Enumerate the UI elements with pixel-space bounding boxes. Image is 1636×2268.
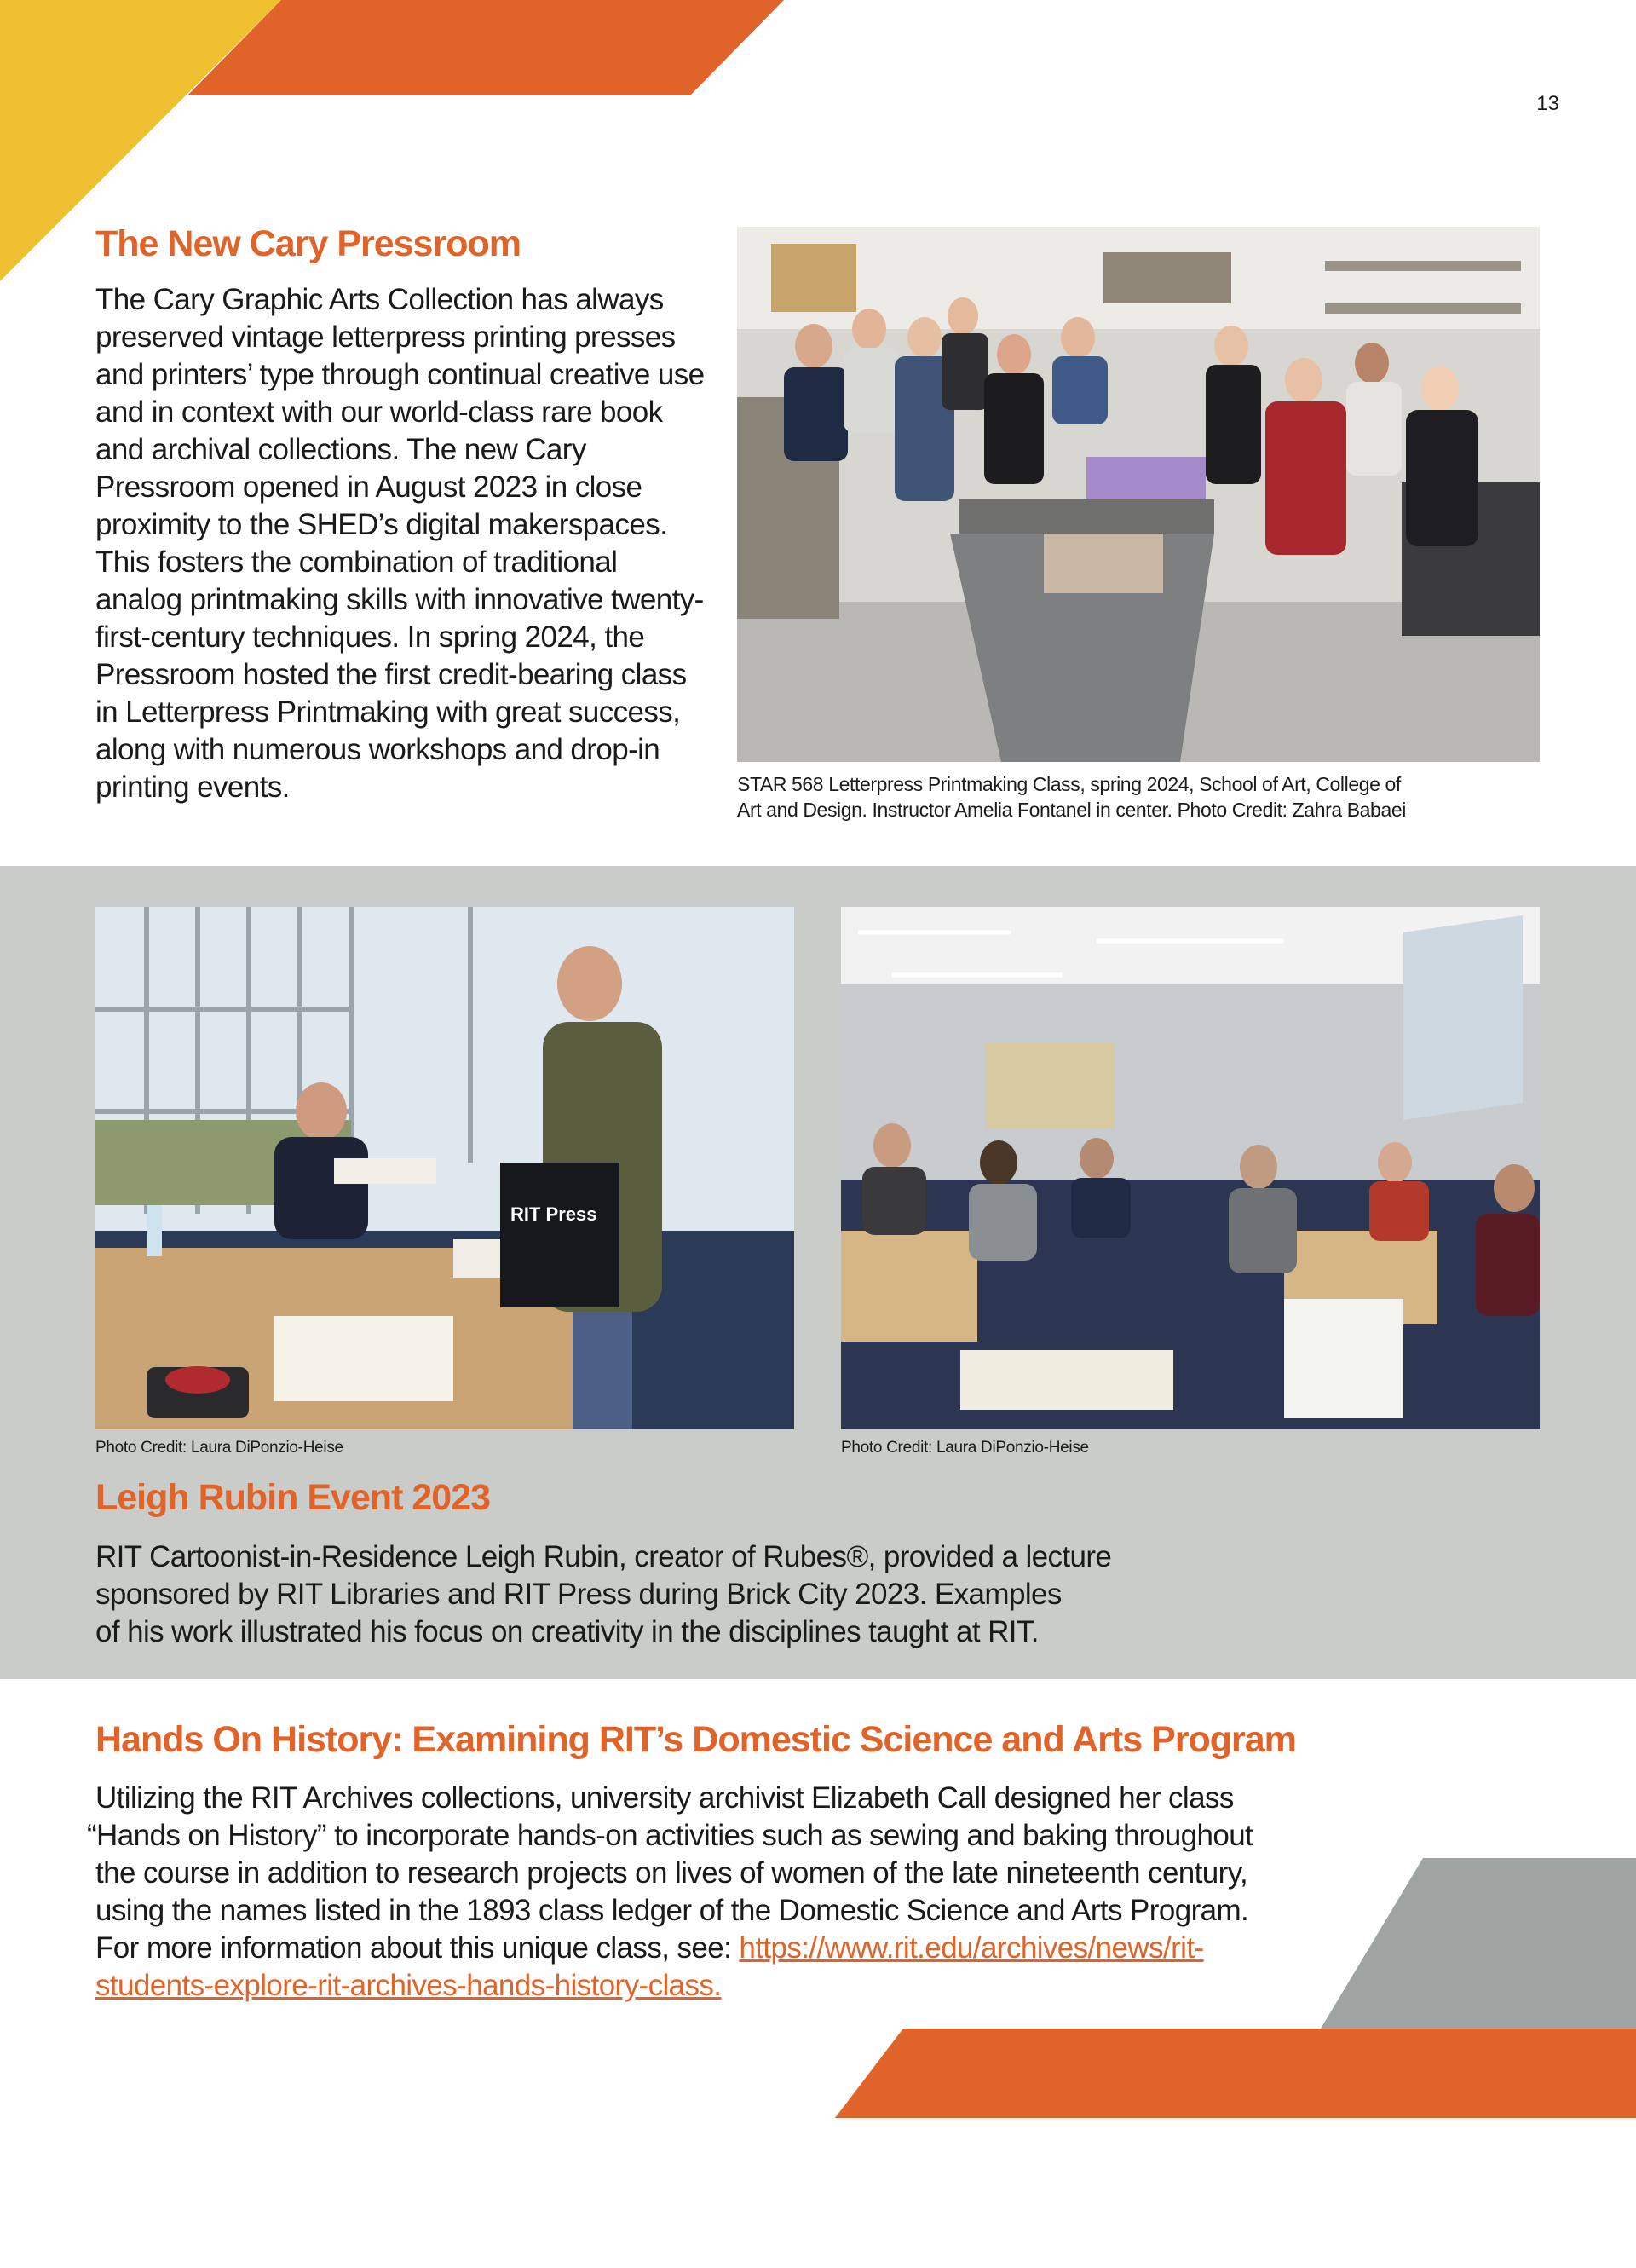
history-line1: Utilizing the RIT Archives collections, university archivist Elizabeth Call designed her class [95, 1781, 1234, 1815]
history-article-link-part2[interactable]: students-explore-rit-archives-hands-history-class. [95, 1969, 722, 2002]
rubin-body [95, 1538, 1203, 1651]
bag-text: RIT Press [510, 1203, 597, 1225]
history-line4: using the names listed in the 1893 class ledger of the Domestic Science and Arts Program. [95, 1894, 1249, 1927]
history-line2: “Hands on History” to incorporate hands-on activities such as sewing and baking throughout [87, 1819, 1253, 1852]
history-line3: the course in addition to research projects on lives of women of the late nineteenth century, [95, 1856, 1248, 1890]
orange-band [187, 0, 784, 95]
rubin-lecture-photo [841, 907, 1540, 1429]
history-line5 [95, 1930, 1374, 1967]
cary-photo-caption [737, 771, 1547, 822]
rubin-body-line2: sponsored by RIT Libraries and RIT Press during Brick City 2023. Examples [95, 1578, 1062, 1611]
rubin-signing-photo [95, 907, 794, 1429]
cary-body: The Cary Graphic Arts Collection has always preserved vintage letterpress printing presses and printers’ type through continual creative use and in context with our world-class rare book and archival collections. The new Cary Pressroom opened in August 2023 in close proximity to the SHED’s digital makerspaces. This fosters the combination of traditional analog printmaking skills with innovative twenty-first-century techniques. In spring 2024, the Pressroom hosted the first credit-bearing class in Letterpress Printmaking with great success, along with numerous workshops and drop-in printing events. [95, 283, 705, 804]
orange-bottom-band [835, 2029, 1636, 2118]
rubin-body-line1: RIT Cartoonist-in-Residence Leigh Rubin, creator of Rubes®, provided a lecture [95, 1540, 1112, 1573]
page-number: 13 [1536, 92, 1559, 115]
cary-caption-line1: STAR 568 Letterpress Printmaking Class, spring 2024, School of Art, College of [737, 773, 1401, 795]
cary-caption-line2: Art and Design. Instructor Amelia Fontanel in center. Photo Credit: Zahra Babaei [737, 799, 1406, 821]
rubin-photo2-credit: Photo Credit: Laura DiPonzio-Heise [841, 1439, 1089, 1457]
history-article-link-part1[interactable]: https://www.rit.edu/archives/news/rit- [739, 1931, 1204, 1965]
rubin-photo1-credit: Photo Credit: Laura DiPonzio-Heise [95, 1439, 343, 1457]
history-line5-prefix: For more information about this unique class, see: [95, 1931, 740, 1965]
rubin-body-line3: of his work illustrated his focus on creativity in the disciplines taught at RIT. [95, 1615, 1039, 1648]
history-title: Hands On History: Examining RIT’s Domestic Science and Arts Program [95, 1719, 1296, 1760]
history-body [87, 1780, 1374, 2005]
cary-title: The New Cary Pressroom [95, 223, 521, 264]
rubin-title: Leigh Rubin Event 2023 [95, 1477, 491, 1518]
history-line6 [95, 1967, 1374, 2005]
cary-pressroom-photo [737, 227, 1540, 762]
